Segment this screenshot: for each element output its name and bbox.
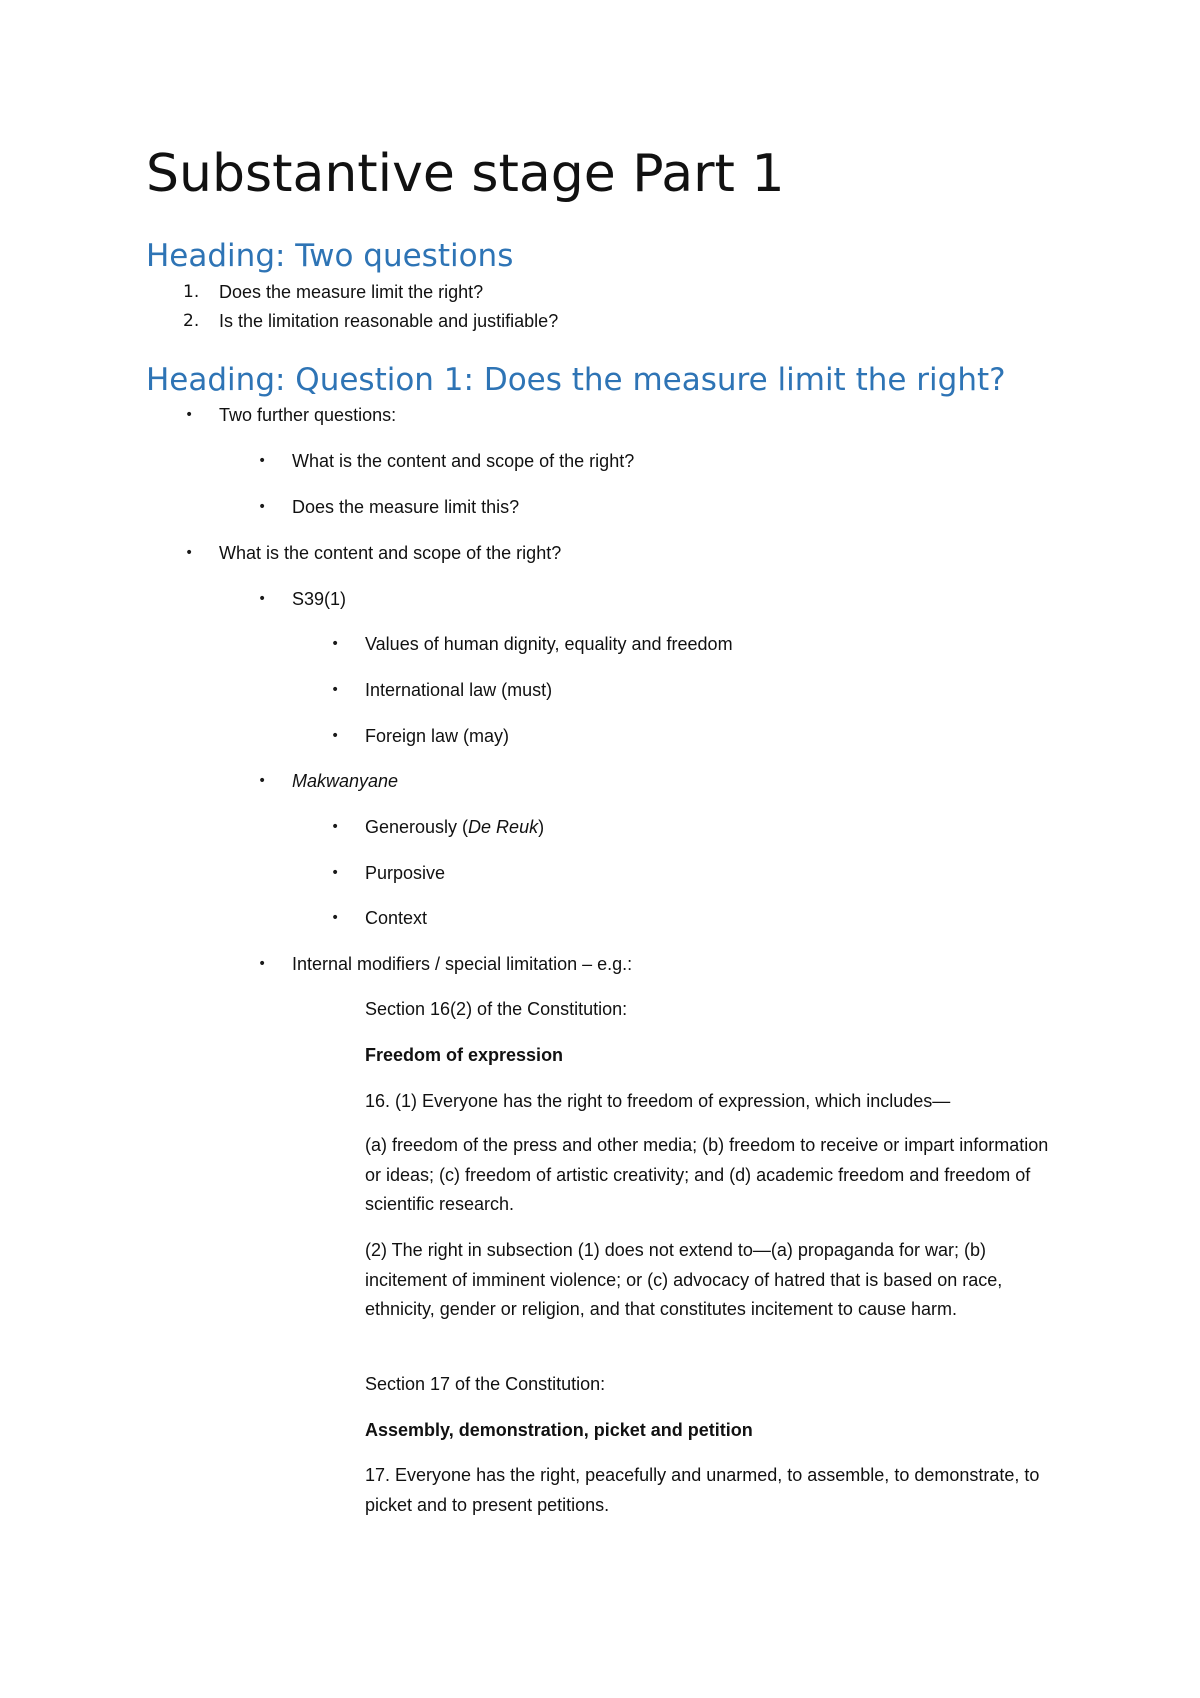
bullet-icon: • [258,591,267,607]
list-item: Two further questions: [219,405,397,425]
section-reference: Section 17 of the Constitution: [365,1374,606,1394]
paragraph: (a) freedom of the press and other media; (b) freedom to receive or impart information or ideas; (c) freedom of artistic creativity; and (d) academic freedom and freedom of scientific research. [365,1135,1049,1214]
list-item: What is the content and scope of the right? [292,451,635,471]
list-item [365,815,544,839]
section-title: Assembly, demonstration, picket and petition [365,1420,753,1440]
paragraph: 16. (1) Everyone has the right to freedom of expression, which includes— [365,1091,951,1111]
list-item-number: 2. [183,311,200,331]
bullet-icon: • [258,956,267,972]
list-item: Does the measure limit the right? [219,282,484,302]
bullet-icon: • [258,773,267,789]
bullet-icon: • [331,819,340,835]
list-item: S39(1) [292,589,347,609]
bullet-icon: • [331,910,340,926]
heading-question-1: Heading: Question 1: Does the measure limit the right? [146,362,1006,398]
list-item: Purposive [365,863,446,883]
bullet-icon: • [258,453,267,469]
bullet-icon: • [258,499,267,515]
section-reference: Section 16(2) of the Constitution: [365,999,628,1019]
heading-two-questions: Heading: Two questions [146,238,514,274]
bullet-icon: • [331,728,340,744]
case-name: De Reuk [468,817,539,837]
bullet-icon: • [331,682,340,698]
list-item: Is the limitation reasonable and justifiable? [219,311,559,331]
bullet-icon: • [185,407,194,423]
list-item: Internal modifiers / special limitation – e.g.: [292,954,633,974]
document-title: Substantive stage Part 1 [146,144,785,204]
paragraph: (2) The right in subsection (1) does not extend to—(a) propaganda for war; (b) incitement of imminent violence; or (c) advocacy of hatred that is based on race, ethnicity, gender or religion, and that constitutes incitement to cause harm. [365,1240,1003,1319]
section-title: Freedom of expression [365,1045,564,1065]
bullet-icon: • [331,865,340,881]
list-item: Does the measure limit this? [292,497,520,517]
bullet-icon: • [185,545,194,561]
list-item-text: Generously ( [365,817,469,837]
bullet-icon: • [331,636,340,652]
list-item-number: 1. [183,282,200,302]
list-item: Values of human dignity, equality and freedom [365,634,733,654]
list-item: Foreign law (may) [365,726,510,746]
list-item: International law (must) [365,680,553,700]
paragraph: 17. Everyone has the right, peacefully and unarmed, to assemble, to demonstrate, to picket and to present petitions. [365,1465,1040,1515]
list-item: Context [365,908,428,928]
list-item-text: ) [538,817,545,837]
list-item: What is the content and scope of the right? [219,543,562,563]
case-name: Makwanyane [292,771,399,791]
